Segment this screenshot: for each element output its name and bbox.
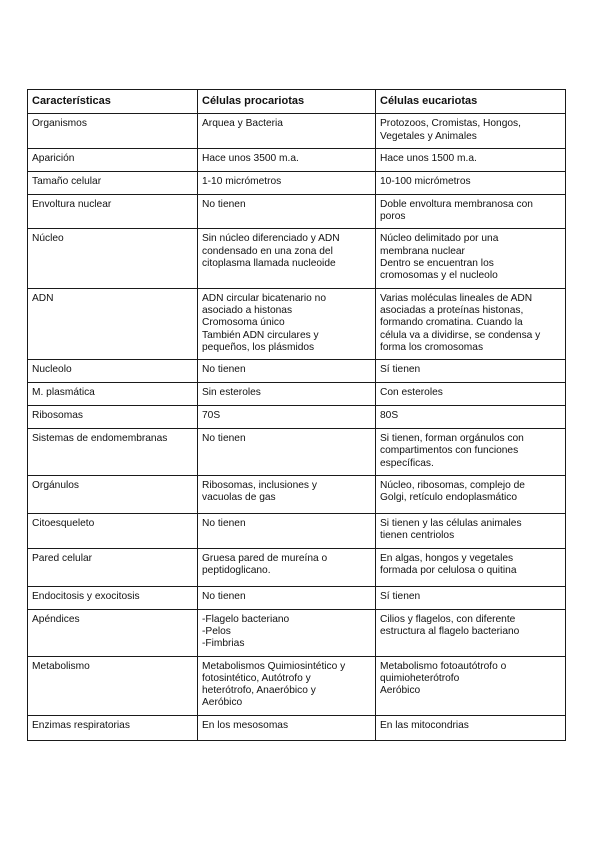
comparison-table bbox=[27, 89, 566, 741]
characteristic-cell: Nucleolo bbox=[28, 360, 198, 383]
prokaryotic-cell: Gruesa pared de mureína o peptidoglicano. bbox=[198, 548, 376, 586]
eukaryotic-cell: Núcleo, ribosomas, complejo de Golgi, retículo endoplasmático bbox=[376, 476, 566, 514]
eukaryotic-cell: Protozoos, Cromistas, Hongos, Vegetales y Animales bbox=[376, 114, 566, 149]
table-row bbox=[28, 194, 566, 229]
prokaryotic-cell: En los mesosomas bbox=[198, 715, 376, 740]
prokaryotic-cell: Metabolismos Quimiosintético y fotosintético, Autótrofo y heterótrofo, Anaeróbico y Aeróbico bbox=[198, 656, 376, 715]
characteristic-cell: Enzimas respiratorias bbox=[28, 715, 198, 740]
table-row bbox=[28, 148, 566, 171]
eukaryotic-cell: Si tienen, forman orgánulos con compartimentos con funciones específicas. bbox=[376, 429, 566, 476]
table-row bbox=[28, 656, 566, 715]
table-row bbox=[28, 429, 566, 476]
eukaryotic-cell: Con esteroles bbox=[376, 383, 566, 406]
header-eukaryotic: Células eucariotas bbox=[376, 90, 566, 114]
table-row bbox=[28, 715, 566, 740]
characteristic-cell: Tamaño celular bbox=[28, 171, 198, 194]
prokaryotic-cell: No tienen bbox=[198, 194, 376, 229]
characteristic-cell: Pared celular bbox=[28, 548, 198, 586]
eukaryotic-cell: Núcleo delimitado por una membrana nuclear Dentro se encuentran los cromosomas y el nucleolo bbox=[376, 229, 566, 288]
eukaryotic-cell: Metabolismo fotoautótrofo o quimioheterótrofo Aeróbico bbox=[376, 656, 566, 715]
characteristic-cell: ADN bbox=[28, 288, 198, 359]
table-row bbox=[28, 514, 566, 549]
characteristic-cell: Envoltura nuclear bbox=[28, 194, 198, 229]
eukaryotic-cell: Si tienen y las células animales tienen centriolos bbox=[376, 514, 566, 549]
characteristic-cell: Sistemas de endomembranas bbox=[28, 429, 198, 476]
table-row bbox=[28, 383, 566, 406]
table-row bbox=[28, 360, 566, 383]
prokaryotic-cell: No tienen bbox=[198, 586, 376, 609]
characteristic-cell: Aparición bbox=[28, 148, 198, 171]
table-row bbox=[28, 476, 566, 514]
eukaryotic-cell: 80S bbox=[376, 406, 566, 429]
characteristic-cell: M. plasmática bbox=[28, 383, 198, 406]
characteristic-cell: Endocitosis y exocitosis bbox=[28, 586, 198, 609]
table-row bbox=[28, 229, 566, 288]
prokaryotic-cell: Ribosomas, inclusiones y vacuolas de gas bbox=[198, 476, 376, 514]
header-characteristics: Características bbox=[28, 90, 198, 114]
eukaryotic-cell: Cilios y flagelos, con diferente estructura al flagelo bacteriano bbox=[376, 609, 566, 656]
prokaryotic-cell: Arquea y Bacteria bbox=[198, 114, 376, 149]
prokaryotic-cell: Hace unos 3500 m.a. bbox=[198, 148, 376, 171]
prokaryotic-cell: No tienen bbox=[198, 514, 376, 549]
header-prokaryotic: Células procariotas bbox=[198, 90, 376, 114]
eukaryotic-cell: Doble envoltura membranosa con poros bbox=[376, 194, 566, 229]
characteristic-cell: Núcleo bbox=[28, 229, 198, 288]
prokaryotic-cell: Sin núcleo diferenciado y ADN condensado en una zona del citoplasma llamada nucleoide bbox=[198, 229, 376, 288]
table-row bbox=[28, 288, 566, 359]
characteristic-cell: Apéndices bbox=[28, 609, 198, 656]
table-row bbox=[28, 114, 566, 149]
eukaryotic-cell: 10-100 micrómetros bbox=[376, 171, 566, 194]
table-row bbox=[28, 586, 566, 609]
prokaryotic-cell: Sin esteroles bbox=[198, 383, 376, 406]
table-row bbox=[28, 406, 566, 429]
table-row bbox=[28, 548, 566, 586]
characteristic-cell: Ribosomas bbox=[28, 406, 198, 429]
prokaryotic-cell: No tienen bbox=[198, 429, 376, 476]
prokaryotic-cell: 70S bbox=[198, 406, 376, 429]
eukaryotic-cell: Sí tienen bbox=[376, 586, 566, 609]
prokaryotic-cell: 1-10 micrómetros bbox=[198, 171, 376, 194]
eukaryotic-cell: Sí tienen bbox=[376, 360, 566, 383]
eukaryotic-cell: Hace unos 1500 m.a. bbox=[376, 148, 566, 171]
table-row bbox=[28, 171, 566, 194]
prokaryotic-cell: No tienen bbox=[198, 360, 376, 383]
table-row bbox=[28, 609, 566, 656]
table-header-row bbox=[28, 90, 566, 114]
characteristic-cell: Orgánulos bbox=[28, 476, 198, 514]
characteristic-cell: Metabolismo bbox=[28, 656, 198, 715]
characteristic-cell: Citoesqueleto bbox=[28, 514, 198, 549]
eukaryotic-cell: Varias moléculas lineales de ADN asociadas a proteínas histonas, formando cromatina. Cuando la célula va a dividirse, se condensa y forma los cromosomas bbox=[376, 288, 566, 359]
eukaryotic-cell: En las mitocondrias bbox=[376, 715, 566, 740]
prokaryotic-cell: -Flagelo bacteriano -Pelos -Fimbrias bbox=[198, 609, 376, 656]
eukaryotic-cell: En algas, hongos y vegetales formada por celulosa o quitina bbox=[376, 548, 566, 586]
prokaryotic-cell: ADN circular bicatenario no asociado a histonas Cromosoma único También ADN circulares y pequeños, los plásmidos bbox=[198, 288, 376, 359]
table-body bbox=[28, 114, 566, 740]
characteristic-cell: Organismos bbox=[28, 114, 198, 149]
